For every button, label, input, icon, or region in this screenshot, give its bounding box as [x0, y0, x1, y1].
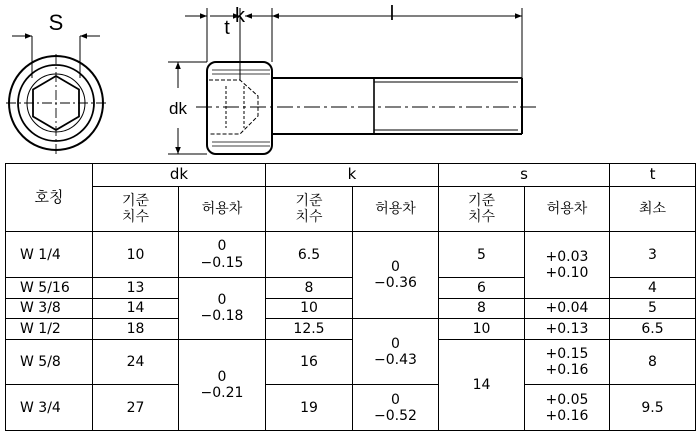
k-value: 12.5 — [266, 319, 353, 340]
row-designation: W 1/2 — [6, 319, 93, 340]
t-value: 6.5 — [610, 319, 696, 340]
row-designation: W 5/8 — [6, 339, 93, 385]
head-end-view — [6, 54, 106, 154]
dk-tolerance: 0 −0.15 — [179, 232, 266, 278]
t-value: 5 — [610, 298, 696, 319]
k-value: 16 — [266, 339, 353, 385]
dk-tolerance: 0 −0.18 — [179, 277, 266, 339]
k-tolerance: 0 −0.52 — [353, 385, 439, 431]
dk-value: 14 — [93, 298, 179, 319]
s-value: 10 — [439, 319, 525, 340]
s-value: 8 — [439, 298, 525, 319]
header-designation: 호칭 — [6, 164, 93, 232]
k-tolerance: 0 −0.36 — [353, 232, 439, 319]
t-value: 3 — [610, 232, 696, 278]
bolt-side-view — [196, 62, 538, 154]
s-value: 14 — [439, 339, 525, 430]
spec-table — [5, 163, 696, 431]
table-row — [6, 298, 696, 319]
header-dk-nominal: 기준 치수 — [93, 186, 179, 232]
k-value: 6.5 — [266, 232, 353, 278]
header-t: t — [610, 164, 696, 187]
label-s: S — [48, 10, 64, 35]
k-tolerance: 0 −0.43 — [353, 319, 439, 385]
s-tolerance: +0.05 +0.16 — [525, 385, 610, 431]
header-k-tolerance: 허용차 — [353, 186, 439, 232]
bolt-drawing — [0, 0, 700, 160]
k-value: 8 — [266, 277, 353, 298]
s-tolerance: +0.13 — [525, 319, 610, 340]
label-l: l — [389, 3, 395, 25]
s-tolerance: +0.04 — [525, 298, 610, 319]
header-dk: dk — [93, 164, 266, 187]
label-k: k — [235, 5, 245, 27]
dk-value: 24 — [93, 339, 179, 385]
t-value: 8 — [610, 339, 696, 385]
s-tolerance: +0.15 +0.16 — [525, 339, 610, 385]
header-s-tolerance: 허용차 — [525, 186, 610, 232]
header-t-minimum: 최소 — [610, 186, 696, 232]
dk-tolerance: 0 −0.21 — [179, 339, 266, 430]
t-value: 4 — [610, 277, 696, 298]
label-dk: dk — [169, 99, 187, 118]
header-k: k — [266, 164, 439, 187]
t-value: 9.5 — [610, 385, 696, 431]
row-designation: W 5/16 — [6, 277, 93, 298]
header-s-nominal: 기준 치수 — [439, 186, 525, 232]
dk-value: 27 — [93, 385, 179, 431]
dk-value: 10 — [93, 232, 179, 278]
label-t: t — [224, 17, 230, 39]
table-row — [6, 339, 696, 385]
dk-value: 18 — [93, 319, 179, 340]
header-k-nominal: 기준 치수 — [266, 186, 353, 232]
header-dk-tolerance: 허용차 — [179, 186, 266, 232]
dk-value: 13 — [93, 277, 179, 298]
header-s: s — [439, 164, 610, 187]
k-value: 10 — [266, 298, 353, 319]
s-value: 5 — [439, 232, 525, 278]
table-row — [6, 232, 696, 278]
s-value: 6 — [439, 277, 525, 298]
table-row — [6, 385, 696, 431]
row-designation: W 3/4 — [6, 385, 93, 431]
row-designation: W 1/4 — [6, 232, 93, 278]
s-tolerance: +0.03 +0.10 — [525, 232, 610, 298]
row-designation: W 3/8 — [6, 298, 93, 319]
table-row — [6, 319, 696, 340]
k-value: 19 — [266, 385, 353, 431]
